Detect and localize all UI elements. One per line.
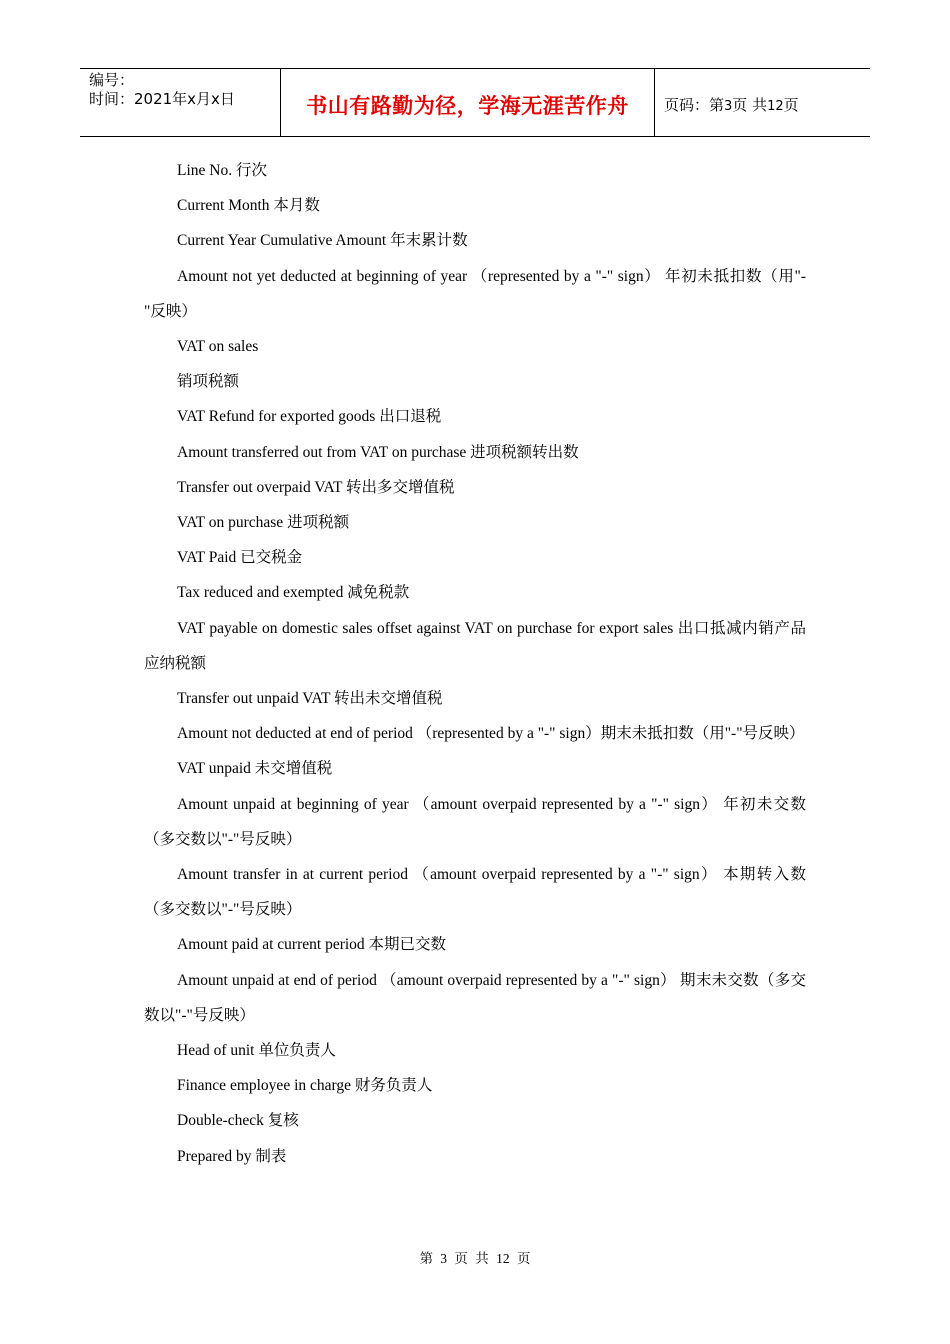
paragraph: Transfer out unpaid VAT 转出未交增值税 [177, 690, 443, 708]
page-current: 3 [724, 99, 733, 114]
paragraph: Head of unit 单位负责人 [177, 1042, 336, 1060]
paragraph: Amount paid at current period 本期已交数 [177, 936, 447, 954]
paragraph: Amount not deducted at end of period （represented by a "-" sign）期末未抵扣数（用"-"号反映） [177, 725, 805, 743]
paragraph: VAT on sales [177, 338, 259, 356]
document-body [144, 153, 806, 1174]
paragraph: VAT on purchase 进项税额 [177, 514, 350, 532]
paragraph: Amount not yet deducted at beginning of year （represented by a "-" sign） 年初未抵扣数（用"-"反映） [144, 267, 806, 320]
paragraph: Amount transfer in at current period （amount overpaid represented by a "-" sign） 本期转入数（多交数以"-"号反映） [144, 866, 806, 919]
paragraph: VAT Paid 已交税金 [177, 549, 303, 567]
paragraph: Double-check 复核 [177, 1112, 299, 1130]
page-footer: 第 3 页 共 12 页 [419, 1251, 531, 1266]
paragraph: Amount unpaid at end of period （amount overpaid represented by a "-" sign） 期末未交数（多交数以"-"号反映） [144, 971, 806, 1024]
page-prefix: 页码：第 [664, 96, 725, 114]
header-motto-cell [281, 69, 655, 136]
paragraph: 销项税额 [177, 373, 240, 391]
paragraph: Transfer out overpaid VAT 转出多交增值税 [177, 478, 455, 496]
paragraph: Finance employee in charge 财务负责人 [177, 1077, 433, 1095]
paragraph: Amount transferred out from VAT on purchase 进项税额转出数 [177, 443, 579, 461]
header-motto: 书山有路勤为径，学海无涯苦作舟 [306, 93, 629, 118]
page-suffix: 页 [783, 96, 799, 114]
header-page-cell [655, 69, 870, 136]
paragraph: Amount unpaid at beginning of year （amount overpaid represented by a "-" sign） 年初未交数（多交数以"-"号反映） [144, 795, 806, 848]
paragraph: Tax reduced and exempted 减免税款 [177, 584, 410, 602]
paragraph: VAT Refund for exported goods 出口退税 [177, 408, 442, 426]
page-mid: 页 共 [732, 96, 768, 114]
paragraph: Line No. 行次 [177, 162, 267, 179]
paragraph: VAT payable on domestic sales offset against VAT on purchase for export sales 出口抵减内销产品应纳税额 [144, 619, 806, 672]
doc-time-label: 时间：2021年x月x日 [89, 90, 235, 108]
paragraph: Current Month 本月数 [177, 197, 320, 215]
paragraph: VAT unpaid 未交增值税 [177, 760, 333, 778]
page-total: 12 [767, 99, 784, 114]
paragraph: Current Year Cumulative Amount 年末累计数 [177, 232, 468, 250]
header-info-cell [80, 69, 281, 136]
page-header [80, 68, 870, 137]
paragraph: Prepared by 制表 [177, 1147, 287, 1165]
doc-number-label: 编号： [89, 71, 135, 89]
